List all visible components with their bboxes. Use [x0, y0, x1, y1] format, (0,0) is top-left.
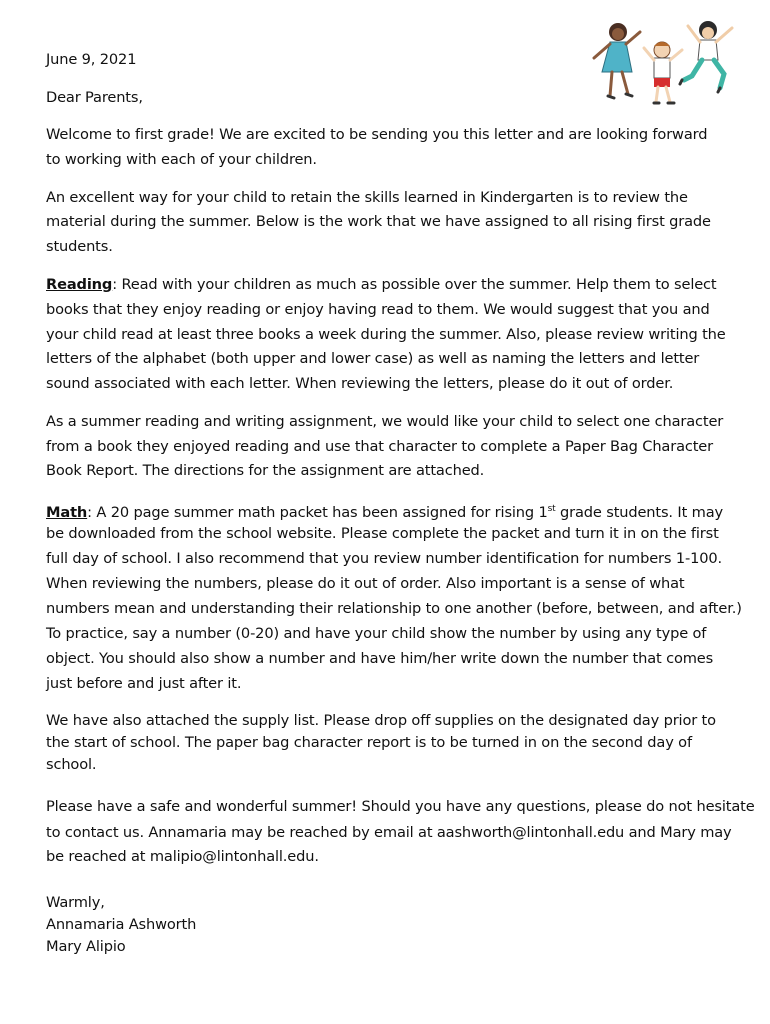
math-line-6: To practice, say a number (0-20) and have your child show the number by using any type of: [46, 625, 707, 642]
reading-line-1: [46, 276, 717, 294]
assignment-line-2: from a book they enjoyed reading and use that character to complete a Paper Bag Character: [46, 438, 713, 455]
contact-line-1: Please have a safe and wonderful summer! Should you have any questions, please do not hesitate: [46, 798, 755, 815]
summer-review-line-2: material during the summer. Below is the work that we have assigned to all rising first grade: [46, 213, 711, 230]
closing: Warmly,: [46, 894, 105, 911]
supply-line-2: the start of school. The paper bag character report is to be turned in on the second day of: [46, 734, 692, 751]
reading-line-2: books that they enjoy reading or enjoy having read to them. We would suggest that you and: [46, 301, 710, 318]
letter-date: June 9, 2021: [46, 51, 137, 68]
reading-line-5: sound associated with each letter. When reviewing the letters, please do it out of order.: [46, 375, 674, 392]
math-superscript: st: [547, 504, 556, 514]
salutation: Dear Parents,: [46, 89, 143, 106]
summer-review-line-3: students.: [46, 238, 113, 255]
math-line-2: be downloaded from the school website. Please complete the packet and turn it in on the first: [46, 525, 719, 542]
math-line-1-post: grade students. It may: [555, 503, 723, 521]
math-line-3: full day of school. I also recommend that you review number identification for numbers 1-100.: [46, 550, 722, 567]
contact-line-3: be reached at malipio@lintonhall.edu.: [46, 848, 319, 865]
contact-line-2: to contact us. Annamaria may be reached by email at aashworth@lintonhall.edu and Mary may: [46, 824, 732, 841]
math-line-1: [46, 500, 723, 522]
math-line-4: When reviewing the numbers, please do it out of order. Also important is a sense of what: [46, 575, 685, 592]
math-line-7: object. You should also show a number and have him/her write down the number that comes: [46, 650, 714, 667]
welcome-line-1: Welcome to first grade! We are excited to be sending you this letter and are looking forward: [46, 126, 708, 143]
reading-line-3: your child read at least three books a week during the summer. Also, please review writing the: [46, 326, 726, 343]
child-middle-figure: [644, 42, 682, 103]
children-illustration: [588, 14, 740, 110]
reading-heading: Reading: [46, 276, 113, 293]
math-line-5: numbers mean and understanding their relationship to one another (before, between, and after.): [46, 600, 742, 617]
child-left-figure: [594, 23, 640, 98]
signer-1: Annamaria Ashworth: [46, 916, 197, 933]
math-heading: Math: [46, 503, 88, 521]
reading-line-4: letters of the alphabet (both upper and lower case) as well as naming the letters and letter: [46, 350, 700, 367]
math-line-1-pre: : A 20 page summer math packet has been assigned for rising 1: [87, 503, 548, 521]
welcome-line-2: to working with each of your children.: [46, 151, 317, 168]
supply-line-3: school.: [46, 756, 97, 773]
math-line-8: just before and just after it.: [46, 675, 242, 692]
summer-review-line-1: An excellent way for your child to retain the skills learned in Kindergarten is to review the: [46, 189, 688, 206]
supply-line-1: We have also attached the supply list. Please drop off supplies on the designated day prior to: [46, 712, 716, 729]
reading-line-1-text: : Read with your children as much as possible over the summer. Help them to select: [112, 276, 717, 293]
child-right-figure: [680, 21, 732, 92]
assignment-line-3: Book Report. The directions for the assignment are attached.: [46, 462, 485, 479]
assignment-line-1: As a summer reading and writing assignment, we would like your child to select one character: [46, 413, 724, 430]
signer-2: Mary Alipio: [46, 938, 126, 955]
